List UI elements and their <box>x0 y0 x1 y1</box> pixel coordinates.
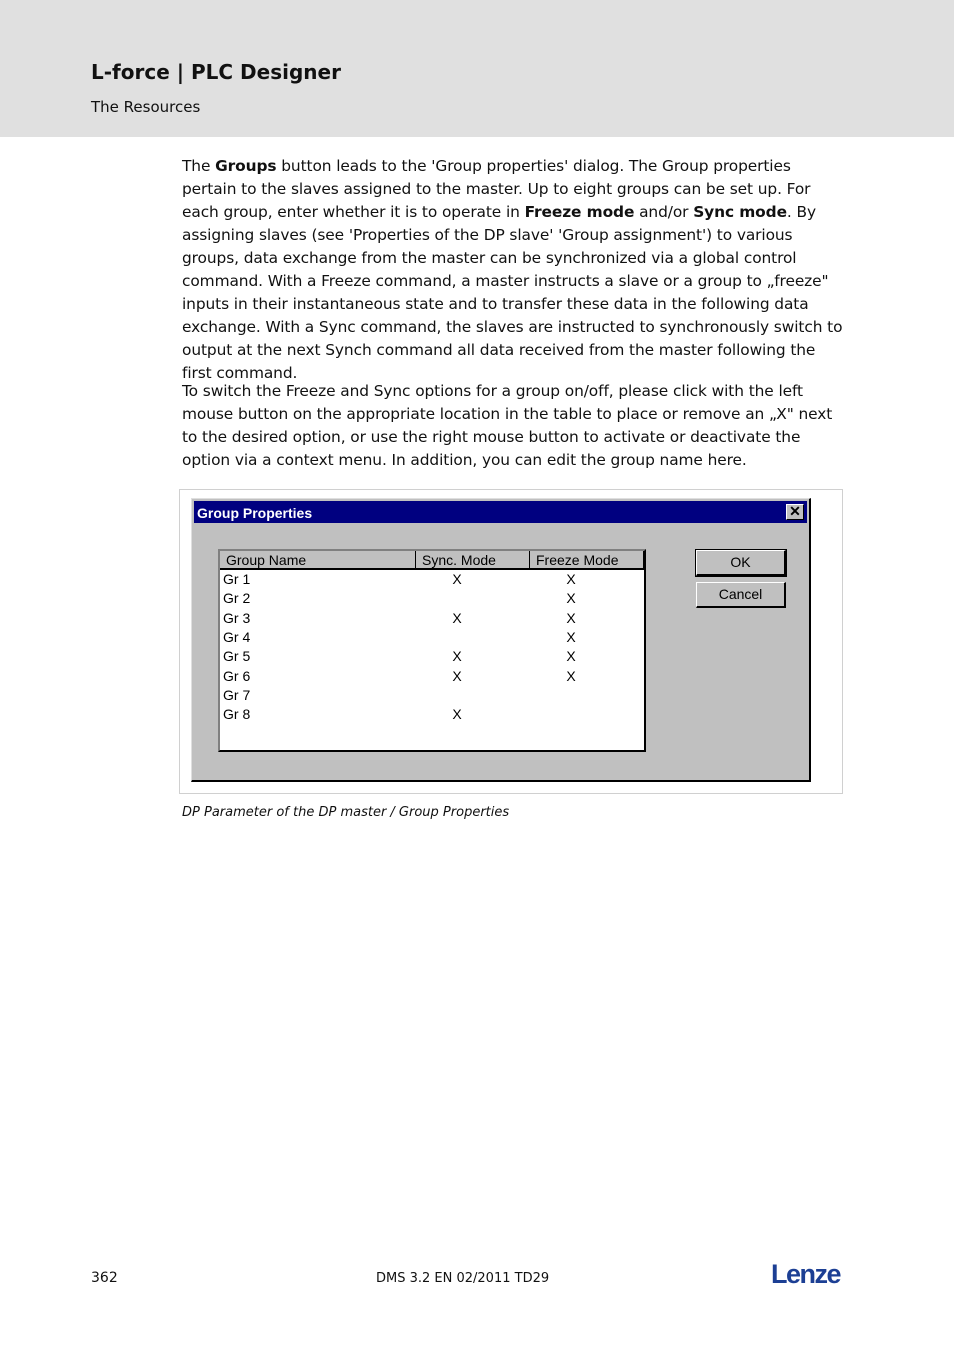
text-segment: The <box>182 157 216 175</box>
text-segment: . By assigning slaves (see 'Properties of the DP slave' 'Group assignment') to various groups, data exchange from the master can be synchronized via a global control command. With a Freeze command, a master instructs a slave or a group to „freeze" inputs in their instantaneous state and to transfer these data in the following data exchange. With a Sync command, the slaves are instructed to synchronously switch to output at the next Synch command all data received from the master following the first command. <box>182 203 843 382</box>
section-title: The Resources <box>91 98 201 116</box>
freeze-mode-cell[interactable]: X <box>566 610 576 626</box>
svg-text:Lenze: Lenze <box>771 1259 841 1288</box>
table-header <box>220 551 644 570</box>
bold-term-freeze-mode: Freeze mode <box>524 203 635 221</box>
sync-mode-cell[interactable]: X <box>452 571 462 587</box>
freeze-mode-cell[interactable]: X <box>566 629 576 645</box>
group-name-cell[interactable]: Gr 2 <box>223 590 251 606</box>
group-name-cell[interactable]: Gr 5 <box>223 648 251 664</box>
lenze-logo <box>771 1258 851 1288</box>
close-button[interactable] <box>786 504 804 520</box>
freeze-mode-cell[interactable]: X <box>566 590 576 606</box>
group-name-cell[interactable]: Gr 8 <box>223 706 251 722</box>
bold-term-sync-mode: Sync mode <box>693 203 787 221</box>
sync-mode-cell[interactable]: X <box>452 706 462 722</box>
group-name-cell[interactable]: Gr 3 <box>223 610 251 626</box>
freeze-mode-cell[interactable]: X <box>566 571 576 587</box>
group-name-cell[interactable]: Gr 7 <box>223 687 251 703</box>
dialog-titlebar <box>194 501 807 523</box>
sync-mode-cell[interactable]: X <box>452 610 462 626</box>
paragraph-groups <box>182 155 847 385</box>
document-title: L-force | PLC Designer <box>91 60 341 84</box>
group-name-cell[interactable]: Gr 1 <box>223 571 251 587</box>
page-number: 362 <box>91 1270 118 1286</box>
paragraph-switch-options: To switch the Freeze and Sync options for a group on/off, please click with the left mouse button on the appropriate location in the table to place or remove an „X" next to the desired option, or use the right mouse button to activate or deactivate the option via a context menu. In addition, you can edit the group name here. <box>182 382 833 469</box>
bold-term-groups: Groups <box>215 157 277 175</box>
table-row[interactable] <box>220 628 644 647</box>
document-reference: DMS 3.2 EN 02/2011 TD29 <box>376 1271 550 1286</box>
table-row[interactable] <box>220 705 644 724</box>
text-segment: and/or <box>634 203 694 221</box>
freeze-mode-cell[interactable]: X <box>566 668 576 684</box>
table-row[interactable] <box>220 686 644 705</box>
figure-caption: DP Parameter of the DP master / Group Properties <box>182 805 510 820</box>
group-properties-dialog <box>191 498 811 782</box>
dialog-title: Group Properties <box>197 505 313 521</box>
column-header-group-name[interactable]: Group Name <box>220 551 416 570</box>
sync-mode-cell[interactable]: X <box>452 668 462 684</box>
table-row[interactable] <box>220 589 644 608</box>
group-name-cell[interactable]: Gr 6 <box>223 668 251 684</box>
text-segment: button leads to the 'Group properties' dialog. The Group properties pertain to the slaves assigned to the master. Up to eight groups can be set up. For each group, enter whether it is to operate in <box>182 157 811 221</box>
table-row[interactable] <box>220 609 644 628</box>
cancel-button[interactable]: Cancel <box>696 582 786 608</box>
table-row[interactable] <box>220 647 644 666</box>
ok-button[interactable]: OK <box>696 550 786 576</box>
freeze-mode-cell[interactable]: X <box>566 648 576 664</box>
sync-mode-cell[interactable]: X <box>452 648 462 664</box>
table-row[interactable] <box>220 667 644 686</box>
table-row[interactable] <box>220 570 644 589</box>
group-table <box>218 549 646 752</box>
column-header-freeze-mode[interactable]: Freeze Mode <box>530 551 644 570</box>
column-header-sync-mode[interactable]: Sync. Mode <box>416 551 530 570</box>
group-name-cell[interactable]: Gr 4 <box>223 629 251 645</box>
close-icon: ✕ <box>789 503 801 519</box>
